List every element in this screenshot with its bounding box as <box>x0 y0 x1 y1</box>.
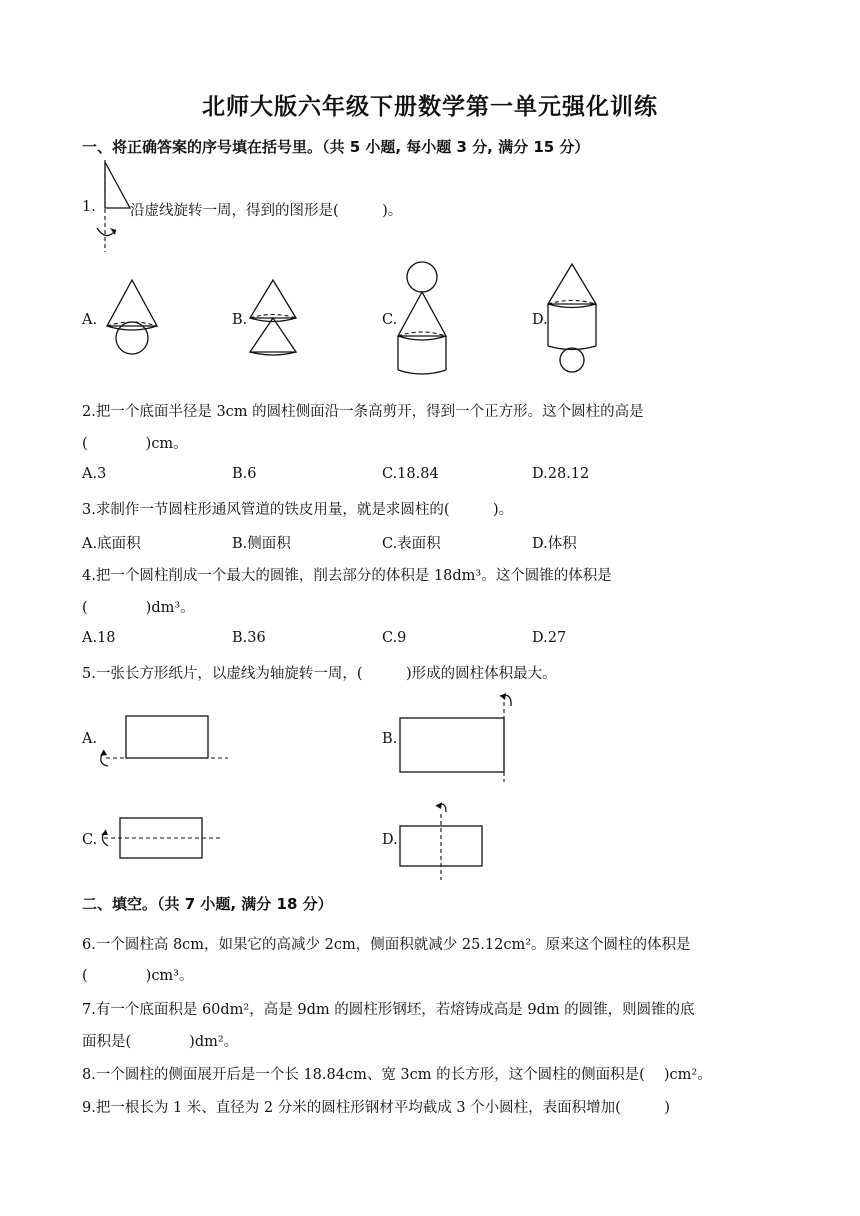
q1-figure-c <box>396 258 460 376</box>
q5-figure-b <box>396 688 526 784</box>
q6-line-2: ( )cm³。 <box>82 968 194 984</box>
q5-option-b[interactable]: B. <box>382 731 398 747</box>
q2-option-b[interactable]: B.6 <box>232 466 257 482</box>
q1-text: 沿虚线旋转一周，得到的图形是( )。 <box>130 203 403 219</box>
q1-number: 1. <box>82 199 96 215</box>
q2-line-1: 2.把一个底面半径是 3cm 的圆柱侧面沿一条高剪开，得到一个正方形。这个圆柱的高是 <box>82 404 644 420</box>
section-2-heading: 二、填空。（共 7 小题, 满分 18 分） <box>82 895 333 913</box>
q5-option-c[interactable]: C. <box>82 832 98 848</box>
q2-option-c[interactable]: C.18.84 <box>382 466 439 482</box>
q4-option-d[interactable]: D.27 <box>532 630 567 646</box>
section-1-heading: 一、将正确答案的序号填在括号里。（共 5 小题, 每小题 3 分, 满分 15 分） <box>82 138 590 156</box>
q4-line-2: ( )dm³。 <box>82 600 195 616</box>
q3-line-1: 3.求制作一节圆柱形通风管道的铁皮用量，就是求圆柱的( )。 <box>82 502 514 518</box>
q5-figure-d <box>396 798 496 882</box>
q7-line-1: 7.有一个底面积是 60dm²，高是 9dm 的圆柱形钢坯，若熔铸成高是 9dm 的圆锥，则圆锥的底 <box>82 1002 695 1018</box>
q5-option-d[interactable]: D. <box>382 832 398 848</box>
q2-option-d[interactable]: D.28.12 <box>532 466 590 482</box>
q1-figure-a <box>102 278 162 358</box>
q8-line-1: 8.一个圆柱的侧面展开后是一个长 18.84cm、宽 3cm 的长方形，这个圆柱的侧面积是( )cm²。 <box>82 1067 712 1083</box>
q5-option-a[interactable]: A. <box>82 731 98 747</box>
q1-option-b[interactable]: B. <box>232 312 248 328</box>
q4-line-1: 4.把一个圆柱削成一个最大的圆锥，削去部分的体积是 18dm³。这个圆锥的体积是 <box>82 568 612 584</box>
q2-option-a[interactable]: A.3 <box>82 466 107 482</box>
q1-figure-b <box>246 278 306 358</box>
q3-option-c[interactable]: C.表面积 <box>382 536 441 552</box>
q5-figure-a <box>96 712 236 770</box>
q1-option-d[interactable]: D. <box>532 312 548 328</box>
q3-option-d[interactable]: D.体积 <box>532 536 577 552</box>
q1-figure-d <box>546 262 610 376</box>
q4-option-c[interactable]: C.9 <box>382 630 407 646</box>
q2-line-2: ( )cm。 <box>82 436 188 452</box>
q9-line-1: 9.把一根长为 1 米、直径为 2 分米的圆柱形钢材平均截成 3 个小圆柱，表面积增加( ) <box>82 1100 670 1116</box>
q5-figure-c <box>96 812 226 864</box>
q3-option-b[interactable]: B.侧面积 <box>232 536 291 552</box>
page-title: 北师大版六年级下册数学第一单元强化训练 <box>202 94 658 120</box>
q3-option-a[interactable]: A.底面积 <box>82 536 141 552</box>
q5-line-1: 5.一张长方形纸片，以虚线为轴旋转一周，( )形成的圆柱体积最大。 <box>82 666 557 682</box>
q4-option-a[interactable]: A.18 <box>82 630 116 646</box>
q7-line-2: 面积是( )dm²。 <box>82 1034 239 1050</box>
q4-option-b[interactable]: B.36 <box>232 630 266 646</box>
q1-option-c[interactable]: C. <box>382 312 398 328</box>
q1-option-a[interactable]: A. <box>82 312 98 328</box>
q6-line-1: 6.一个圆柱高 8cm，如果它的高减少 2cm，侧面积就减少 25.12cm²。原来这个圆柱的体积是 <box>82 937 691 953</box>
